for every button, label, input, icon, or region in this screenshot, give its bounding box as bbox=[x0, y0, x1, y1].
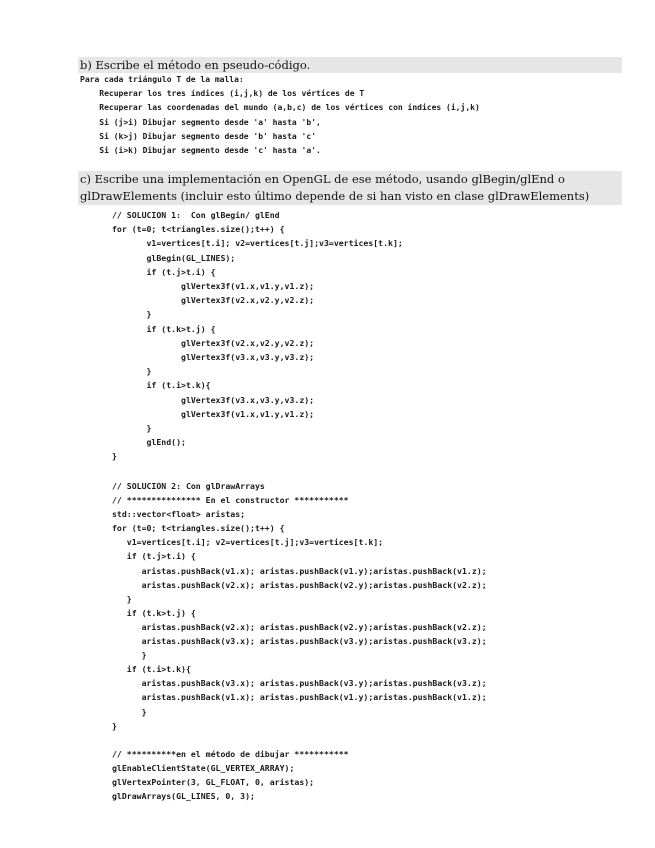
code-line: glVertex3f(v3.x,v3.y,v3.z); bbox=[112, 394, 315, 405]
code-line: glVertex3f(v2.x,v2.y,v2.z); bbox=[112, 337, 315, 348]
code-line: glDrawArrays(GL_LINES, 0, 3); bbox=[112, 791, 255, 801]
code-line: if (t.j>t.i) { bbox=[112, 266, 216, 277]
code-line: glVertex3f(v2.x,v2.y,v2.z); bbox=[112, 295, 315, 306]
code-line: // **********en el método de dibujar *********** bbox=[112, 749, 349, 759]
code-line: std::vector<float> aristas; bbox=[112, 509, 246, 520]
section-b-heading bbox=[78, 57, 622, 73]
code-line: if (t.k>t.j) { bbox=[112, 607, 196, 618]
section-c-heading bbox=[78, 171, 622, 205]
code-line: // SOLUCION 2: Con glDrawArrays bbox=[112, 481, 265, 491]
code-line: if (t.i>t.k){ bbox=[112, 380, 211, 391]
code-line: glBegin(GL_LINES); bbox=[112, 252, 236, 263]
solution-2-code-block bbox=[112, 479, 487, 733]
code-line: aristas.pushBack(v2.x); aristas.pushBack(v2.y);aristas.pushBack(v2.z); bbox=[112, 621, 487, 632]
code-line: } bbox=[112, 706, 147, 717]
code-line: v1=vertices[t.i]; v2=vertices[t.j];v3=vertices[t.k]; bbox=[112, 537, 384, 548]
code-line: glVertexPointer(3, GL_FLOAT, 0, aristas); bbox=[112, 777, 315, 787]
pseudocode-line: Si (i>k) Dibujar segmento desde 'c' hasta 'a'. bbox=[80, 146, 321, 156]
code-line: if (t.k>t.j) { bbox=[112, 323, 216, 334]
pseudocode-line: Recuperar los tres índices (i,j,k) de los vértices de T bbox=[80, 89, 365, 99]
pseudocode-line: Para cada triángulo T de la malla: bbox=[80, 75, 244, 84]
code-line: // *************** En el constructor *********** bbox=[112, 495, 349, 506]
pseudocode-line: Si (j>i) Dibujar segmento desde 'a' hasta 'b', bbox=[80, 117, 321, 127]
code-line: aristas.pushBack(v3.x); aristas.pushBack(v3.y);aristas.pushBack(v3.z); bbox=[112, 636, 487, 647]
code-line: for (t=0; t<triangles.size();t++) { bbox=[112, 224, 285, 235]
code-line: glEnd(); bbox=[112, 437, 186, 448]
section-c-heading-line-1: c) Escribe una implementación en OpenGL de ese método, usando glBegin/glEnd o bbox=[80, 172, 565, 186]
code-line: aristas.pushBack(v2.x); aristas.pushBack(v2.y);aristas.pushBack(v2.z); bbox=[112, 579, 487, 590]
code-line: glVertex3f(v3.x,v3.y,v3.z); bbox=[112, 352, 315, 363]
code-line: aristas.pushBack(v1.x); aristas.pushBack(v1.y);aristas.pushBack(v1.z); bbox=[112, 692, 487, 703]
code-line: glVertex3f(v1.x,v1.y,v1.z); bbox=[112, 408, 315, 419]
section-c-heading-line-2: glDrawElements (incluir esto último depende de si han visto en clase glDrawElements) bbox=[80, 189, 590, 203]
section-b-heading-text: b) Escribe el método en pseudo-código. bbox=[80, 58, 311, 72]
code-line: } bbox=[112, 720, 117, 731]
code-line: // SOLUCION 1: Con glBegin/ glEnd bbox=[112, 210, 280, 220]
code-line: if (t.i>t.k){ bbox=[112, 664, 191, 675]
pseudocode-block bbox=[80, 73, 480, 158]
pseudocode-line: Recuperar las coordenadas del mundo (a,b,c) de los vértices con índices (i,j,k) bbox=[80, 103, 480, 113]
code-line: if (t.j>t.i) { bbox=[112, 551, 196, 562]
code-line: } bbox=[112, 593, 132, 604]
code-line: glEnableClientState(GL_VERTEX_ARRAY); bbox=[112, 763, 295, 773]
code-line: glVertex3f(v1.x,v1.y,v1.z); bbox=[112, 281, 315, 292]
code-line: } bbox=[112, 650, 147, 661]
code-line: aristas.pushBack(v1.x); aristas.pushBack(v1.y);aristas.pushBack(v1.z); bbox=[112, 565, 487, 576]
code-line: } bbox=[112, 366, 152, 377]
code-line: for (t=0; t<triangles.size();t++) { bbox=[112, 523, 285, 534]
solution-3-code-block bbox=[112, 747, 349, 803]
solution-1-code-block bbox=[112, 208, 403, 464]
code-line: aristas.pushBack(v3.x); aristas.pushBack(v3.y);aristas.pushBack(v3.z); bbox=[112, 678, 487, 689]
code-line: } bbox=[112, 423, 152, 434]
code-line: v1=vertices[t.i]; v2=vertices[t.j];v3=vertices[t.k]; bbox=[112, 238, 403, 249]
code-line: } bbox=[112, 309, 152, 320]
pseudocode-line: Si (k>j) Dibujar segmento desde 'b' hasta 'c' bbox=[80, 131, 317, 141]
code-line: } bbox=[112, 451, 117, 462]
